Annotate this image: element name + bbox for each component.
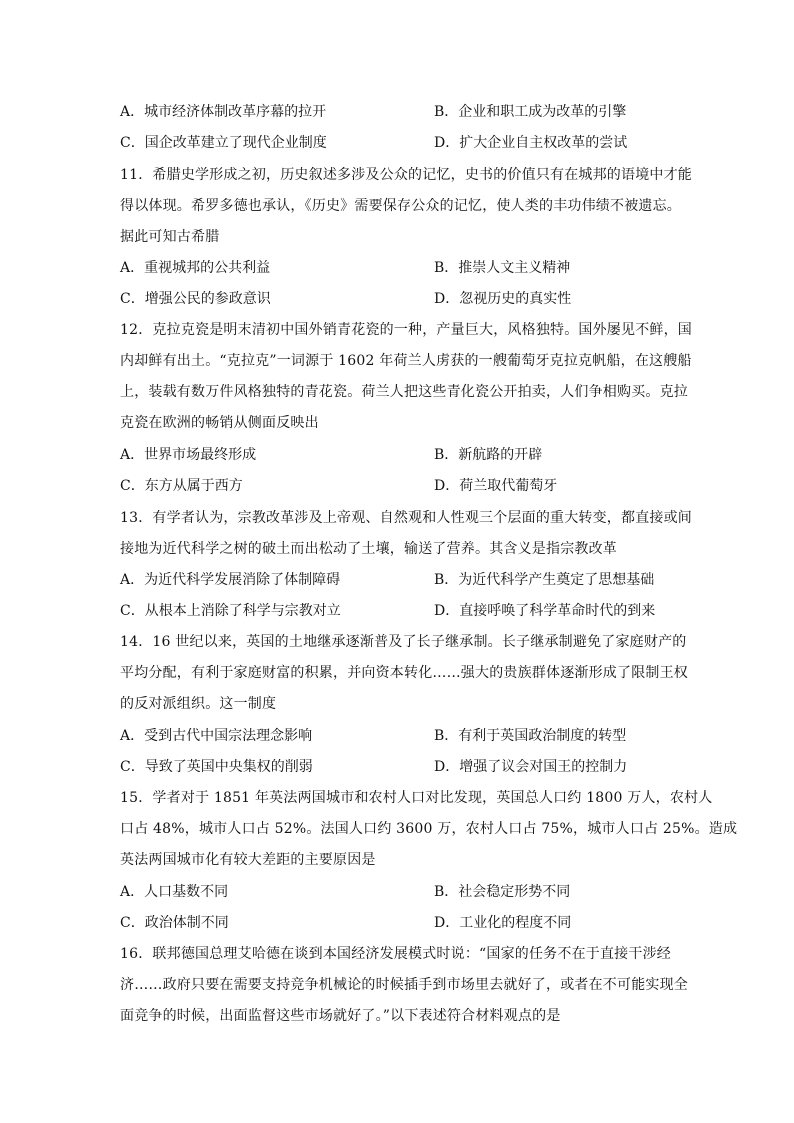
q15-option-d: D．工业化的程度不同 [434,915,572,931]
q12-stem-line-3: 上，装载有数万件风格独特的青花瓷。荷兰人把这些青化瓷公开拍卖，人们争相购买。克拉 [120,384,688,400]
q10-option-d: D．扩大企业自主权改革的尝试 [434,135,628,151]
q16-stem-line-2: 济……政府只要在需要支持竞争机械论的时候插手到市场里去就好了，或者在不可能实现全 [120,977,688,993]
q13-stem-line-1: 13．有学者认为，宗教改革涉及上帝观、自然观和人性观三个层面的重大转变，都直接或间 [120,510,693,526]
q16-stem-line-3: 面竞争的时候，出面监督这些市场就好了。”以下表述符合材料观点的是 [120,1008,561,1024]
q12-option-d: D．荷兰取代葡萄牙 [434,478,558,494]
q13-stem-line-2: 接地为近代科学之树的破土而出松动了土壤，输送了营养。其含义是指宗教改革 [120,541,617,557]
q11-stem-line-1: 11．希腊史学形成之初，历史叙述多涉及公众的记忆，史书的价值只有在城邦的语境中才能 [120,167,693,183]
q12-stem-line-2: 内却鲜有出土。“克拉克”一词源于 1602 年荷兰人虏获的一艘葡萄牙克拉克帆船，在这艘船 [120,353,692,369]
q14-stem-line-2: 平均分配，有利于家庭财富的积累，并向资本转化……强大的贵族群体逐渐形成了限制王权 [120,665,688,681]
q11-stem-line-3: 据此可知古希腊 [120,229,220,245]
q14-stem-line-3: 的反对派组织。这一制度 [120,696,277,712]
q14-option-a: A．受到古代中国宗法理念影响 [120,728,313,744]
q10-option-b: B．企业和职工成为改革的引擎 [434,104,627,120]
q11-option-d: D．忽视历史的真实性 [434,291,572,307]
q13-option-d: D．直接呼唤了科学革命时代的到来 [434,603,656,619]
q14-stem-line-1: 14．16 世纪以来，英国的土地继承逐渐普及了长子继承制。长子继承制避免了家庭财产的 [120,634,687,650]
q11-option-c: C．增强公民的参政意识 [120,291,271,307]
q15-option-a: A．人口基数不同 [120,884,229,900]
q13-option-b: B．为近代科学产生奠定了思想基础 [434,572,655,588]
q15-option-c: C．政治体制不同 [120,915,229,931]
q10-option-c: C．国企改革建立了现代企业制度 [120,135,327,151]
q14-option-d: D．增强了议会对国王的控制力 [434,759,628,775]
q12-stem-line-4: 克瓷在欧洲的畅销从侧面反映出 [120,415,319,431]
q12-option-b: B．新航路的开辟 [434,447,543,463]
q10-option-a: A．城市经济体制改革序幕的拉开 [120,104,327,120]
q12-option-c: C．东方从属于西方 [120,478,243,494]
q15-stem-line-1: 15．学者对于 1851 年英法两国城市和农村人口对比发现，英国总人口约 1800 万人，农村人 [120,790,713,806]
q13-option-a: A．为近代科学发展消除了体制障碍 [120,572,341,588]
q13-option-c: C．从根本上消除了科学与宗教对立 [120,603,341,619]
q11-stem-line-2: 得以体现。希罗多德也承认，《历史》需要保存公众的记忆，使人类的丰功伟绩不被遗忘。 [120,198,681,214]
q12-option-a: A．世界市场最终形成 [120,447,257,463]
q11-option-b: B．推崇人文主义精神 [434,260,571,276]
q11-option-a: A．重视城邦的公共利益 [120,260,271,276]
q15-option-b: B．社会稳定形势不同 [434,884,571,900]
q14-option-c: C．导致了英国中央集权的削弱 [120,759,313,775]
q15-stem-line-3: 英法两国城市化有较大差距的主要原因是 [120,852,376,868]
q15-stem-line-2: 口占 48%，城市人口占 52%。法国人口约 3600 万，农村人口占 75%，城市人口占 25%。造成 [120,821,738,837]
q16-stem-line-1: 16．联邦德国总理艾哈德在谈到本国经济发展模式时说：“国家的任务不在于直接干涉经 [120,946,671,962]
q12-stem-line-1: 12．克拉克瓷是明末清初中国外销青花瓷的一种，产量巨大，风格独特。国外屡见不鲜，国 [120,322,693,338]
q14-option-b: B．有利于英国政治制度的转型 [434,728,627,744]
